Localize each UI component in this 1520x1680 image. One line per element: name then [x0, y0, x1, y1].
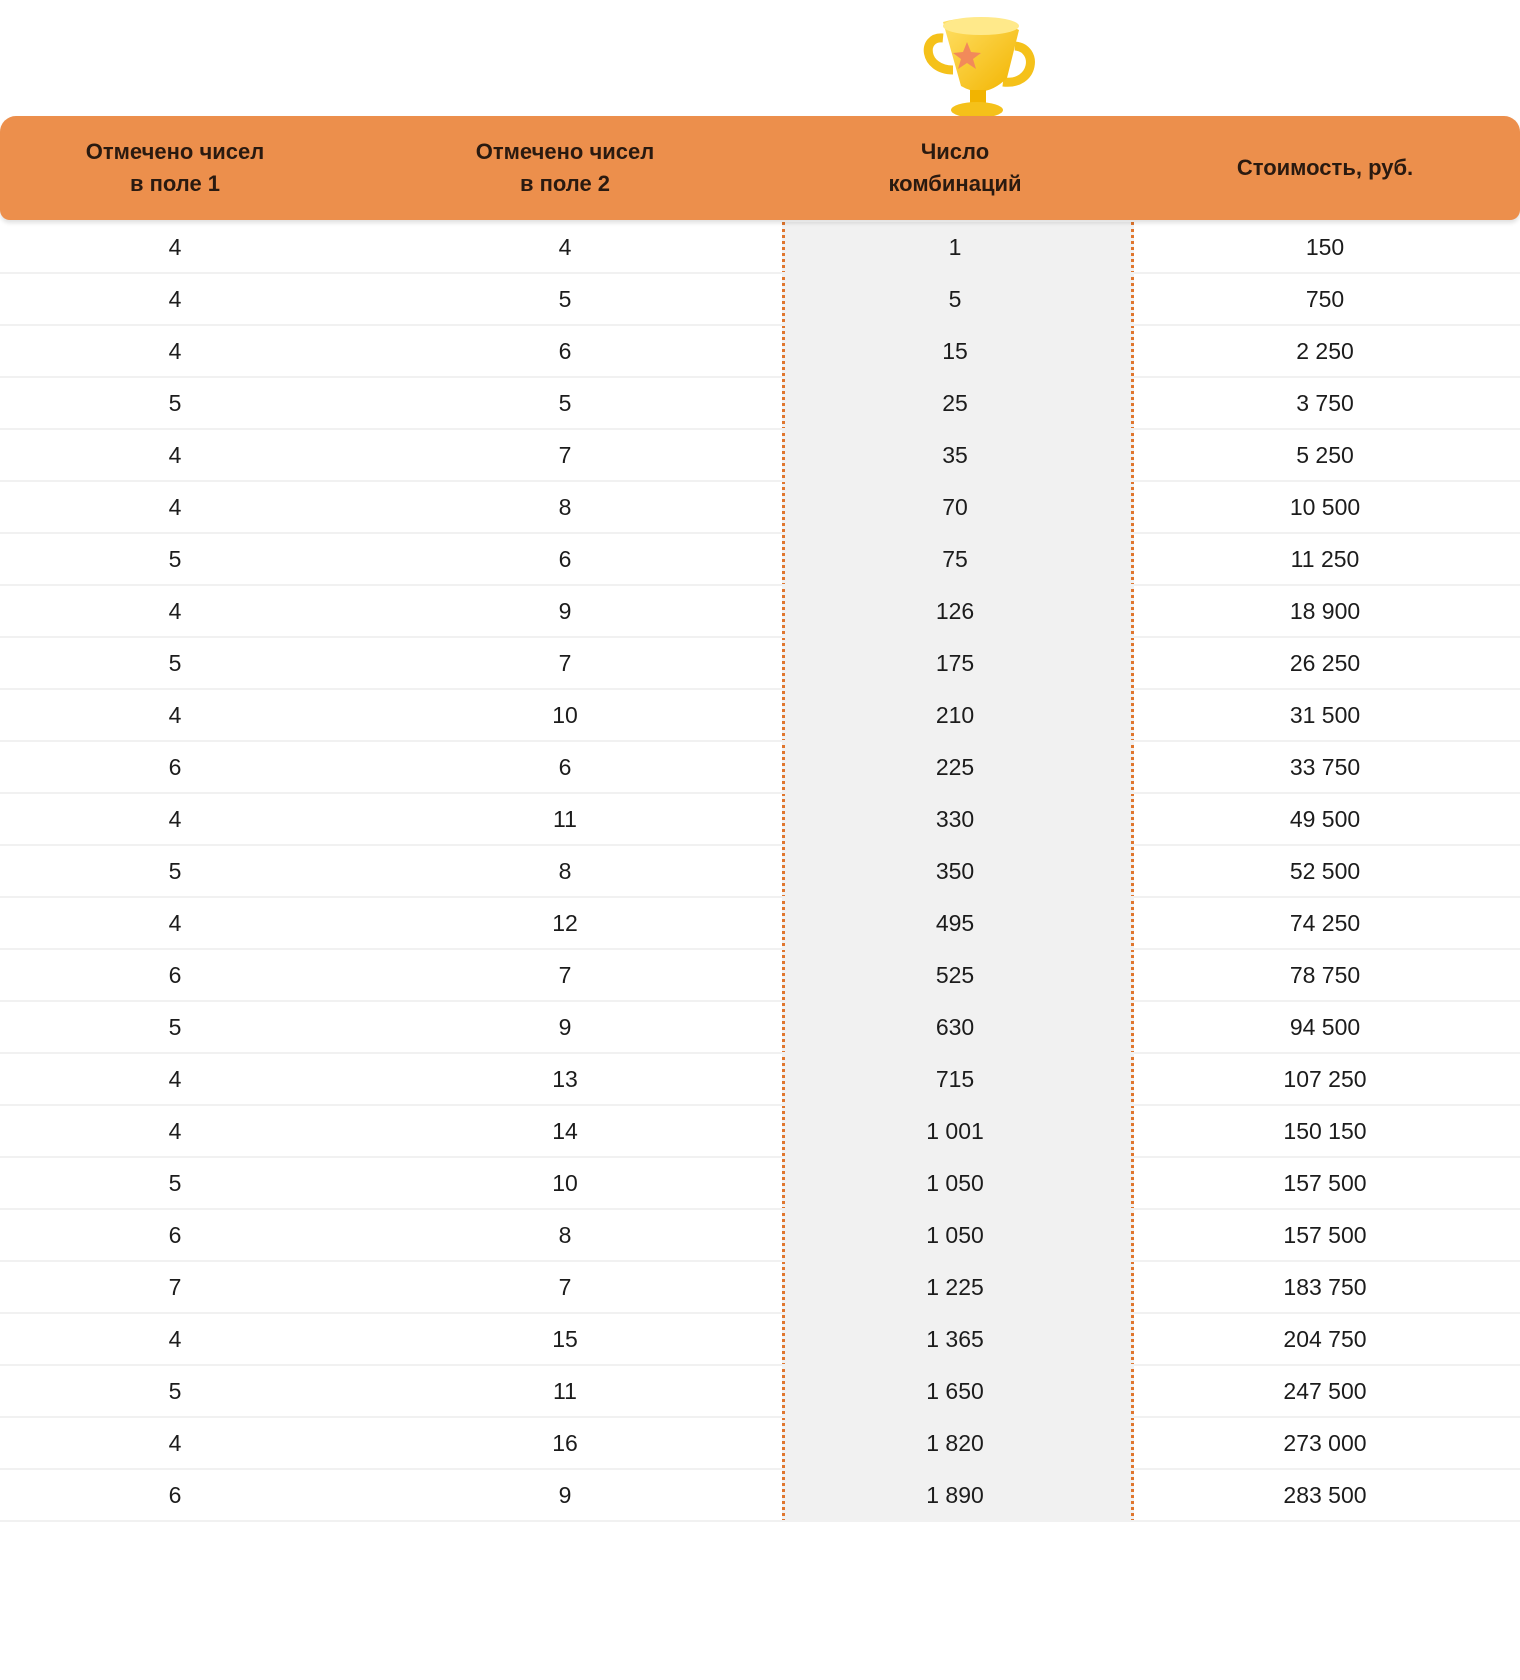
table-row: [0, 1314, 1520, 1366]
cell-field1: 6: [168, 1221, 182, 1248]
table-row: [0, 1210, 1520, 1262]
table-row: [0, 690, 1520, 742]
cell-field2: 5: [558, 285, 572, 312]
table-row: [0, 586, 1520, 638]
table-row: [0, 274, 1520, 326]
cell-cost: 183 750: [1283, 1273, 1367, 1300]
cell-combinations: 350: [935, 857, 975, 884]
cell-field2: 15: [552, 1325, 578, 1352]
table-row: [0, 846, 1520, 898]
table-header: [0, 116, 1520, 220]
cell-field2: 5: [558, 389, 572, 416]
cell-field1: 4: [168, 1429, 182, 1456]
cell-field1: 4: [168, 1117, 182, 1144]
cell-combinations: 1 820: [926, 1429, 984, 1456]
cell-combinations: 1 650: [926, 1377, 984, 1404]
cell-combinations: 75: [942, 545, 968, 572]
table-row: [0, 1262, 1520, 1314]
cell-combinations: 5: [948, 285, 962, 312]
table-row: [0, 1418, 1520, 1470]
table-row: [0, 1470, 1520, 1522]
cell-combinations: 1 050: [926, 1221, 984, 1248]
cell-combinations: 1 050: [926, 1169, 984, 1196]
cell-field2: 9: [558, 597, 572, 624]
cell-field2: 7: [558, 961, 572, 988]
cell-field2: 10: [552, 701, 578, 728]
cell-field1: 4: [168, 1065, 182, 1092]
cell-combinations: 1: [948, 233, 962, 260]
cell-cost: 283 500: [1283, 1481, 1367, 1508]
cell-field2: 9: [558, 1013, 572, 1040]
cell-field1: 4: [168, 441, 182, 468]
cell-field2: 6: [558, 337, 572, 364]
cell-cost: 52 500: [1289, 857, 1361, 884]
cell-field1: 5: [168, 545, 182, 572]
price-table: [0, 116, 1520, 1522]
table-row: [0, 1158, 1520, 1210]
cell-field1: 4: [168, 1325, 182, 1352]
cell-cost: 11 250: [1290, 545, 1360, 572]
header-combinations: Число комбинаций: [888, 139, 1022, 196]
cell-field1: 5: [168, 1377, 182, 1404]
cell-field2: 11: [553, 1377, 577, 1404]
cell-combinations: 25: [942, 389, 968, 416]
cell-cost: 31 500: [1289, 701, 1361, 728]
cell-field2: 11: [553, 805, 577, 832]
cell-field1: 5: [168, 649, 182, 676]
cell-field2: 6: [558, 753, 572, 780]
cell-field1: 7: [168, 1273, 182, 1300]
cell-field1: 4: [168, 701, 182, 728]
header-field2: Отмечено чисел в поле 2: [475, 139, 655, 196]
cell-field2: 6: [558, 545, 572, 572]
cell-field2: 7: [558, 1273, 572, 1300]
cell-field1: 4: [168, 909, 182, 936]
table-row: [0, 378, 1520, 430]
cell-field1: 6: [168, 961, 182, 988]
cell-cost: 26 250: [1289, 649, 1361, 676]
table-row: [0, 742, 1520, 794]
cell-combinations: 1 365: [926, 1325, 984, 1352]
cell-field1: 4: [168, 233, 182, 260]
cell-combinations: 225: [935, 753, 975, 780]
cell-combinations: 175: [935, 649, 975, 676]
cell-cost: 107 250: [1283, 1065, 1367, 1092]
cell-field1: 6: [168, 1481, 182, 1508]
cell-combinations: 330: [935, 805, 975, 832]
cell-cost: 204 750: [1283, 1325, 1367, 1352]
table-row: [0, 794, 1520, 846]
cell-field1: 6: [168, 753, 182, 780]
cell-field1: 4: [168, 805, 182, 832]
table-row: [0, 638, 1520, 690]
table-body: [0, 222, 1520, 1522]
table-row: [0, 1054, 1520, 1106]
cell-combinations: 1 890: [926, 1481, 984, 1508]
cell-field1: 4: [168, 285, 182, 312]
cell-combinations: 70: [942, 493, 968, 520]
cell-cost: 49 500: [1289, 805, 1361, 832]
cell-field2: 7: [558, 649, 572, 676]
cell-combinations: 525: [935, 961, 975, 988]
cell-combinations: 495: [935, 909, 975, 936]
cell-field1: 5: [168, 1169, 182, 1196]
cell-combinations: 1 001: [926, 1117, 984, 1144]
cell-combinations: 715: [935, 1065, 975, 1092]
cell-cost: 94 500: [1289, 1013, 1361, 1040]
table-row: [0, 326, 1520, 378]
cell-cost: 150: [1305, 233, 1345, 260]
cell-cost: 273 000: [1283, 1429, 1367, 1456]
cell-cost: 5 250: [1296, 441, 1354, 468]
table-row: [0, 1106, 1520, 1158]
cell-field2: 14: [552, 1117, 578, 1144]
table-row: [0, 222, 1520, 274]
table-row: [0, 1366, 1520, 1418]
cell-combinations: 1 225: [926, 1273, 984, 1300]
cell-field2: 9: [558, 1481, 572, 1508]
cell-cost: 33 750: [1289, 753, 1361, 780]
cell-cost: 78 750: [1289, 961, 1361, 988]
cell-field2: 8: [558, 1221, 572, 1248]
cell-field2: 7: [558, 441, 572, 468]
cell-field2: 13: [552, 1065, 578, 1092]
cell-cost: 10 500: [1289, 493, 1361, 520]
cell-cost: 18 900: [1289, 597, 1361, 624]
header-field1: Отмечено чисел в поле 1: [85, 139, 265, 196]
cell-cost: 157 500: [1283, 1169, 1367, 1196]
cell-cost: 3 750: [1296, 389, 1354, 416]
table-row: [0, 898, 1520, 950]
cell-field1: 4: [168, 493, 182, 520]
cell-field2: 4: [558, 233, 572, 260]
cell-cost: 157 500: [1283, 1221, 1367, 1248]
cell-field2: 10: [552, 1169, 578, 1196]
cell-cost: 2 250: [1296, 337, 1354, 364]
cell-field2: 16: [552, 1429, 578, 1456]
table-row: [0, 430, 1520, 482]
cell-cost: 247 500: [1283, 1377, 1367, 1404]
cell-field2: 8: [558, 857, 572, 884]
cell-field2: 8: [558, 493, 572, 520]
cell-combinations: 35: [942, 441, 968, 468]
cell-cost: 750: [1305, 285, 1345, 312]
cell-field1: 4: [168, 337, 182, 364]
cell-combinations: 15: [942, 337, 968, 364]
cell-field1: 5: [168, 857, 182, 884]
table-row: [0, 482, 1520, 534]
cell-field1: 4: [168, 597, 182, 624]
table-row: [0, 534, 1520, 586]
cell-field2: 12: [552, 909, 578, 936]
table-row: [0, 950, 1520, 1002]
cell-combinations: 126: [935, 597, 975, 624]
header-cost: Стоимость, руб.: [1236, 155, 1414, 180]
cell-cost: 74 250: [1289, 909, 1361, 936]
table-row: [0, 1002, 1520, 1054]
cell-field1: 5: [168, 389, 182, 416]
trophy-icon: [915, 8, 1045, 120]
cell-combinations: 630: [935, 1013, 975, 1040]
cell-field1: 5: [168, 1013, 182, 1040]
cell-combinations: 210: [935, 701, 975, 728]
cell-cost: 150 150: [1283, 1117, 1367, 1144]
